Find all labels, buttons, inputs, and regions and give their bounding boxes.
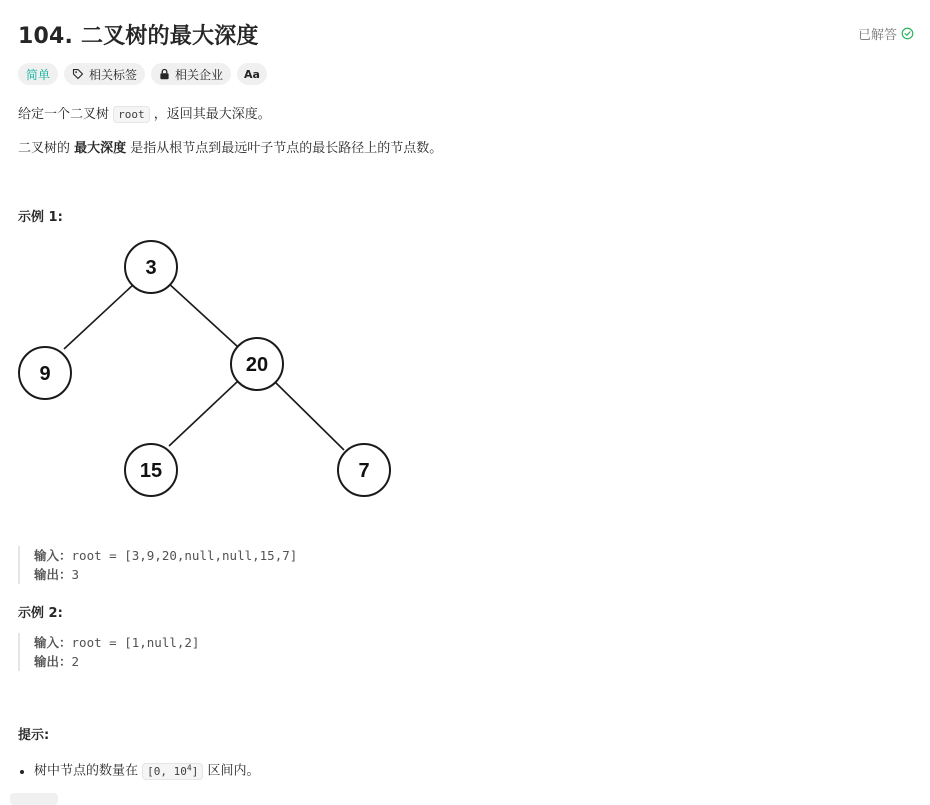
related-companies-label: 相关企业 — [175, 67, 224, 82]
tree-edge — [64, 284, 134, 349]
output-label: 输出： — [34, 567, 72, 582]
input-label: 输入： — [34, 635, 72, 650]
related-topics-button[interactable] — [64, 63, 145, 85]
input-value: root = [1,null,2] — [71, 635, 200, 650]
inline-code — [142, 763, 203, 780]
lock-icon — [159, 68, 170, 80]
constraints-list — [18, 758, 259, 782]
tree-node-label: 15 — [139, 460, 163, 482]
inline-code: root — [113, 106, 150, 123]
translate-button[interactable] — [237, 63, 267, 85]
related-companies-button[interactable] — [151, 63, 231, 85]
example-output-line — [34, 652, 199, 671]
input-label: 输入： — [34, 548, 72, 563]
example-input-line — [34, 633, 199, 652]
description-paragraph-1 — [18, 103, 271, 122]
tag-bar — [18, 63, 267, 85]
description-paragraph-2 — [18, 137, 442, 156]
bottom-toolbar-edge — [10, 793, 58, 805]
bold-term: 最大深度 — [74, 141, 127, 156]
description-text: 二叉树的 — [18, 141, 75, 156]
code-superscript: 4 — [186, 763, 192, 772]
output-value: 2 — [71, 654, 80, 669]
tree-node-label: 3 — [145, 257, 157, 279]
tree-edge — [169, 381, 238, 446]
solved-label: 已解答 — [857, 28, 897, 43]
example-input-line — [34, 546, 297, 565]
translate-icon: Aa — [244, 67, 260, 81]
related-topics-label: 相关标签 — [89, 67, 138, 82]
example-tree-diagram — [14, 236, 404, 506]
constraint-text: 区间内。 — [203, 763, 260, 779]
code-text: [0, 10 — [147, 764, 187, 778]
description-text: 给定一个二叉树 — [18, 107, 114, 122]
example-1-block — [18, 546, 297, 584]
example-1-heading: 示例 1: — [18, 210, 63, 225]
solved-status — [858, 24, 914, 43]
example-output-line — [34, 565, 297, 584]
tree-node-label: 20 — [245, 354, 269, 376]
problem-title: 104. 二叉树的最大深度 — [18, 24, 259, 49]
difficulty-badge[interactable] — [18, 63, 58, 85]
tree-node-label: 9 — [39, 363, 51, 385]
constraints-heading: 提示: — [18, 728, 50, 743]
description-text: ，返回其最大深度。 — [149, 107, 271, 122]
output-value: 3 — [71, 567, 80, 582]
constraint-item — [34, 758, 259, 782]
difficulty-label: 简单 — [26, 67, 51, 82]
tree-edge — [167, 282, 238, 347]
example-2-heading: 示例 2: — [18, 606, 63, 621]
check-circle-icon — [901, 27, 914, 40]
constraint-text: 树中节点的数量在 — [34, 763, 143, 779]
output-label: 输出： — [34, 654, 72, 669]
tree-edge — [275, 382, 344, 450]
description-text: 是指从根节点到最远叶子节点的最长路径上的节点数。 — [126, 141, 443, 156]
input-value: root = [3,9,20,null,null,15,7] — [71, 548, 298, 563]
tree-node-label: 7 — [358, 460, 370, 482]
tag-icon — [72, 68, 84, 80]
code-text: ] — [191, 764, 199, 778]
example-2-block — [18, 633, 199, 671]
